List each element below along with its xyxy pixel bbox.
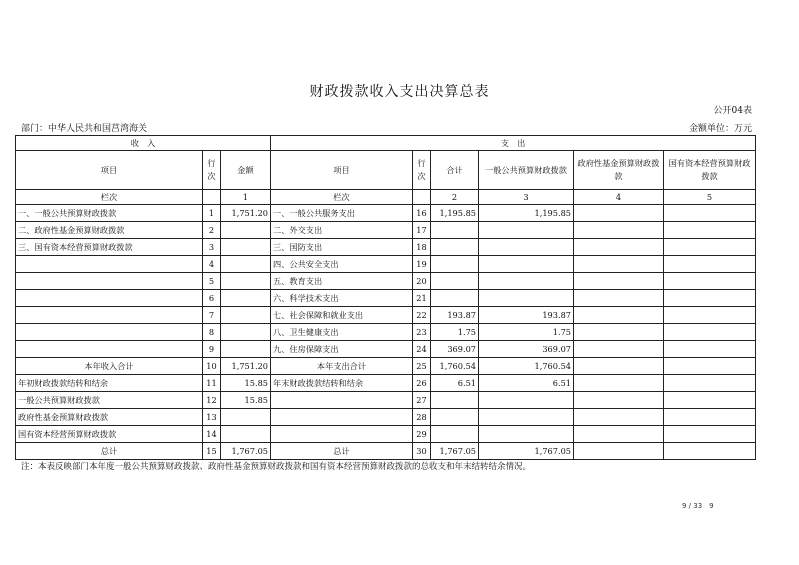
income-row-no-cell: 7	[203, 307, 221, 324]
expense-total-cell	[431, 222, 479, 239]
general-budget-cell	[479, 222, 574, 239]
income-amount-cell	[221, 409, 271, 426]
expense-row-no-cell: 26	[413, 375, 431, 392]
income-item-cell	[16, 307, 203, 324]
income-item-cell: 年初财政拨款结转和结余	[16, 375, 203, 392]
budget-table	[15, 135, 756, 460]
gov-fund-cell	[574, 392, 664, 409]
income-amount-cell: 1,751.20	[221, 205, 271, 222]
expense-item-cell	[271, 409, 413, 426]
state-capital-header: 国有资本经营预算财政拨款	[664, 151, 756, 190]
expense-item-cell: 二、外交支出	[271, 222, 413, 239]
state-capital-cell	[664, 375, 756, 392]
footnote: 注：本表反映部门本年度一般公共预算财政拨款、政府性基金预算财政拨款和国有资本经营预算财政拨款的总收支和年末结转结余情况。	[21, 462, 532, 472]
expense-item-cell: 七、社会保障和就业支出	[271, 307, 413, 324]
table-code: 公开04表	[713, 106, 752, 116]
expense-total-header: 合计	[431, 151, 479, 190]
state-capital-cell	[664, 256, 756, 273]
table-row	[16, 341, 756, 358]
expense-total-cell: 1,767.05	[431, 443, 479, 460]
gov-fund-cell	[574, 205, 664, 222]
state-capital-cell	[664, 443, 756, 460]
expense-row-no-cell: 17	[413, 222, 431, 239]
state-capital-cell	[664, 222, 756, 239]
income-row-no-cell: 6	[203, 290, 221, 307]
gov-fund-cell	[574, 290, 664, 307]
income-amount-cell: 1,767.05	[221, 443, 271, 460]
table-row	[16, 222, 756, 239]
expense-row-no-cell: 18	[413, 239, 431, 256]
general-budget-header: 一般公共预算财政拨款	[479, 151, 574, 190]
income-amount-cell	[221, 256, 271, 273]
income-row-no-cell: 12	[203, 392, 221, 409]
expense-row-no-cell: 22	[413, 307, 431, 324]
lanci-label: 栏次	[16, 190, 203, 205]
state-capital-cell	[664, 341, 756, 358]
gov-fund-cell	[574, 324, 664, 341]
lanci-blank	[413, 190, 431, 205]
expense-item-cell: 总计	[271, 443, 413, 460]
state-capital-cell	[664, 205, 756, 222]
expense-total-cell: 6.51	[431, 375, 479, 392]
table-row	[16, 324, 756, 341]
expense-row-no-cell: 20	[413, 273, 431, 290]
income-item-cell: 二、政府性基金预算财政拨款	[16, 222, 203, 239]
income-item-cell: 国有资本经营预算财政拨款	[16, 426, 203, 443]
state-capital-cell	[664, 273, 756, 290]
state-capital-cell	[664, 426, 756, 443]
expense-total-cell	[431, 256, 479, 273]
expense-total-cell	[431, 273, 479, 290]
expense-header: 支 出	[271, 136, 756, 151]
state-capital-cell	[664, 290, 756, 307]
department-label: 部门：中华人民共和国莒湾海关	[21, 124, 148, 134]
table-row	[16, 426, 756, 443]
expense-total-cell	[431, 239, 479, 256]
income-item-cell	[16, 256, 203, 273]
expense-row-no-cell: 28	[413, 409, 431, 426]
state-capital-cell	[664, 239, 756, 256]
general-budget-cell: 369.07	[479, 341, 574, 358]
gov-fund-cell	[574, 273, 664, 290]
income-item-cell	[16, 273, 203, 290]
unit-label: 金额单位：万元	[688, 124, 752, 134]
income-item-cell: 一般公共预算财政拨款	[16, 392, 203, 409]
income-item-cell	[16, 324, 203, 341]
col4-label: 4	[574, 190, 664, 205]
table-row	[16, 290, 756, 307]
gov-fund-cell	[574, 443, 664, 460]
state-capital-cell	[664, 409, 756, 426]
table-row	[16, 358, 756, 375]
expense-total-cell: 1,760.54	[431, 358, 479, 375]
expense-row-no-cell: 25	[413, 358, 431, 375]
income-row-no-cell: 4	[203, 256, 221, 273]
col2-label: 2	[431, 190, 479, 205]
income-amount-cell: 15.85	[221, 392, 271, 409]
gov-fund-cell	[574, 222, 664, 239]
income-amount-header: 金额	[221, 151, 271, 190]
expense-item-cell: 九、住房保障支出	[271, 341, 413, 358]
income-item-header: 项目	[16, 151, 203, 190]
lanci-label: 栏次	[271, 190, 413, 205]
income-row-no-cell: 8	[203, 324, 221, 341]
gov-fund-cell	[574, 375, 664, 392]
income-amount-cell	[221, 273, 271, 290]
income-item-cell: 一、一般公共预算财政拨款	[16, 205, 203, 222]
income-row-no-header: 行次	[203, 151, 221, 190]
income-item-cell: 三、国有资本经营预算财政拨款	[16, 239, 203, 256]
income-amount-cell	[221, 239, 271, 256]
expense-item-cell	[271, 392, 413, 409]
expense-row-no-cell: 24	[413, 341, 431, 358]
income-amount-cell: 15.85	[221, 375, 271, 392]
income-row-no-cell: 14	[203, 426, 221, 443]
income-row-no-cell: 15	[203, 443, 221, 460]
general-budget-cell	[479, 409, 574, 426]
income-row-no-cell: 9	[203, 341, 221, 358]
income-amount-cell	[221, 307, 271, 324]
state-capital-cell	[664, 307, 756, 324]
gov-fund-cell	[574, 307, 664, 324]
expense-row-no-cell: 19	[413, 256, 431, 273]
state-capital-cell	[664, 324, 756, 341]
col3-label: 3	[479, 190, 574, 205]
table-row	[16, 409, 756, 426]
general-budget-cell: 1,767.05	[479, 443, 574, 460]
expense-item-cell: 五、教育支出	[271, 273, 413, 290]
income-row-no-cell: 11	[203, 375, 221, 392]
expense-item-cell: 本年支出合计	[271, 358, 413, 375]
general-budget-cell	[479, 273, 574, 290]
income-amount-cell	[221, 341, 271, 358]
general-budget-cell: 1.75	[479, 324, 574, 341]
expense-total-cell	[431, 409, 479, 426]
expense-total-cell: 369.07	[431, 341, 479, 358]
table-row	[16, 392, 756, 409]
income-row-no-cell: 2	[203, 222, 221, 239]
expense-item-cell: 六、科学技术支出	[271, 290, 413, 307]
expense-row-no-cell: 30	[413, 443, 431, 460]
income-item-cell: 政府性基金预算财政拨款	[16, 409, 203, 426]
gov-fund-cell	[574, 256, 664, 273]
income-header: 收 入	[16, 136, 271, 151]
income-row-no-cell: 1	[203, 205, 221, 222]
income-item-cell	[16, 290, 203, 307]
income-amount-cell	[221, 324, 271, 341]
gov-fund-header: 政府性基金预算财政拨款	[574, 151, 664, 190]
expense-item-cell: 四、公共安全支出	[271, 256, 413, 273]
table-row	[16, 307, 756, 324]
general-budget-cell	[479, 392, 574, 409]
income-item-cell: 总计	[16, 443, 203, 460]
income-amount-cell: 1,751.20	[221, 358, 271, 375]
income-amount-cell	[221, 290, 271, 307]
expense-row-no-cell: 23	[413, 324, 431, 341]
general-budget-cell: 1,195.85	[479, 205, 574, 222]
income-row-no-cell: 3	[203, 239, 221, 256]
general-budget-cell	[479, 290, 574, 307]
income-item-cell: 本年收入合计	[16, 358, 203, 375]
income-row-no-cell: 10	[203, 358, 221, 375]
expense-total-cell	[431, 426, 479, 443]
expense-row-no-cell: 21	[413, 290, 431, 307]
col1-label: 1	[221, 190, 271, 205]
income-amount-cell	[221, 222, 271, 239]
expense-item-cell: 一、一般公共服务支出	[271, 205, 413, 222]
table-row	[16, 239, 756, 256]
gov-fund-cell	[574, 239, 664, 256]
expense-item-header: 项目	[271, 151, 413, 190]
general-budget-cell	[479, 239, 574, 256]
expense-row-no-cell: 16	[413, 205, 431, 222]
general-budget-cell: 6.51	[479, 375, 574, 392]
state-capital-cell	[664, 392, 756, 409]
expense-row-no-cell: 29	[413, 426, 431, 443]
expense-total-cell: 1.75	[431, 324, 479, 341]
expense-item-cell	[271, 426, 413, 443]
expense-total-cell: 193.87	[431, 307, 479, 324]
gov-fund-cell	[574, 358, 664, 375]
col5-label: 5	[664, 190, 756, 205]
table-row	[16, 375, 756, 392]
expense-row-no-header: 行次	[413, 151, 431, 190]
income-amount-cell	[221, 426, 271, 443]
state-capital-cell	[664, 358, 756, 375]
income-row-no-cell: 13	[203, 409, 221, 426]
expense-item-cell: 年末财政拨款结转和结余	[271, 375, 413, 392]
table-row	[16, 256, 756, 273]
gov-fund-cell	[574, 341, 664, 358]
expense-item-cell: 三、国防支出	[271, 239, 413, 256]
income-row-no-cell: 5	[203, 273, 221, 290]
expense-total-cell: 1,195.85	[431, 205, 479, 222]
expense-row-no-cell: 27	[413, 392, 431, 409]
gov-fund-cell	[574, 409, 664, 426]
expense-item-cell: 八、卫生健康支出	[271, 324, 413, 341]
general-budget-cell	[479, 426, 574, 443]
table-row	[16, 273, 756, 290]
general-budget-cell: 1,760.54	[479, 358, 574, 375]
general-budget-cell	[479, 256, 574, 273]
table-row	[16, 443, 756, 460]
table-row	[16, 205, 756, 222]
general-budget-cell: 193.87	[479, 307, 574, 324]
expense-total-cell	[431, 290, 479, 307]
income-item-cell	[16, 341, 203, 358]
expense-total-cell	[431, 392, 479, 409]
lanci-blank	[203, 190, 221, 205]
page-title: 财政拨款收入支出决算总表	[309, 84, 490, 100]
page-number: 9 / 33 9	[682, 502, 714, 510]
gov-fund-cell	[574, 426, 664, 443]
